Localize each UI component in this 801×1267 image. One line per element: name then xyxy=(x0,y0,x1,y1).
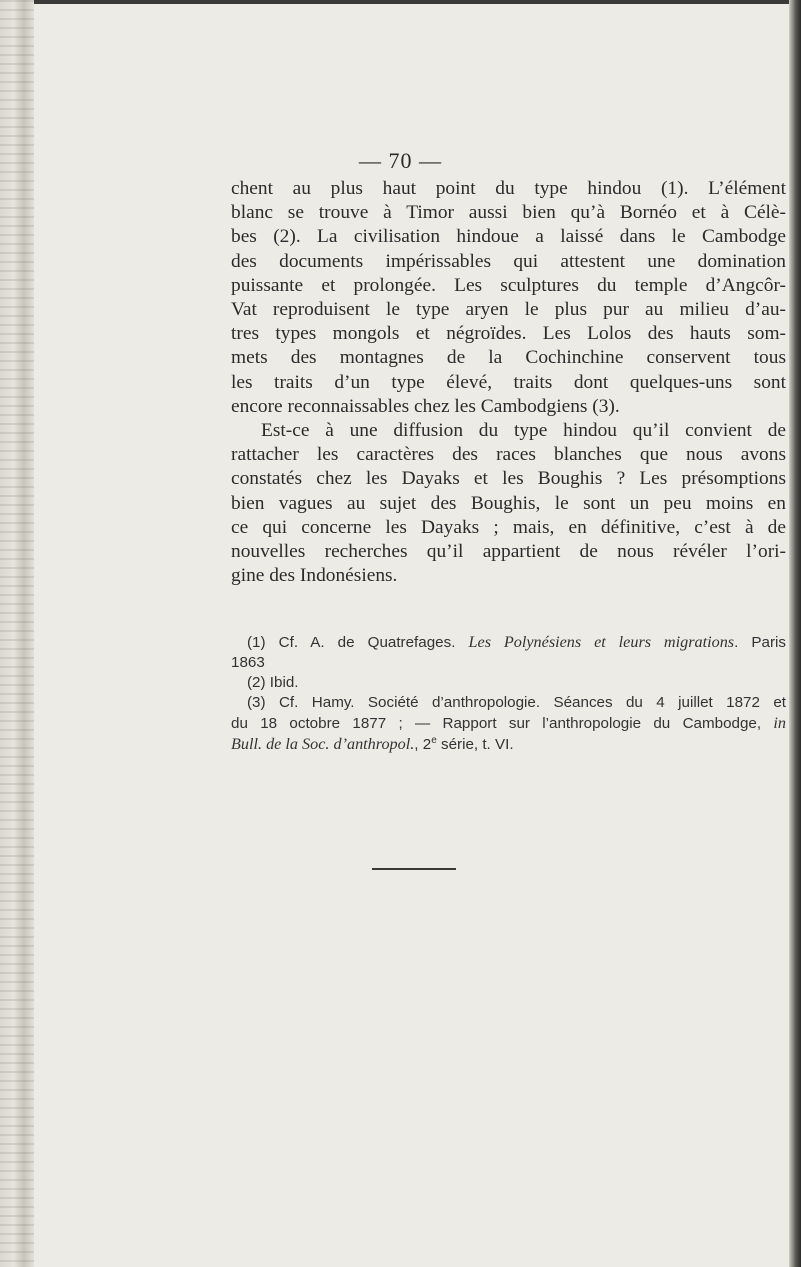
text-line: constatés chez les Dayaks et les Boughis ? Les présomptions xyxy=(231,468,786,490)
text-line: les traits d’un type élevé, traits dont quelques-uns sont xyxy=(231,371,786,393)
footnote-1-prefix: (1) Cf. A. de Quatrefages. xyxy=(247,634,469,651)
text-line: ce qui concerne les Dayaks ; mais, en définitive, c’est à de xyxy=(231,516,786,538)
text-line: Est-ce à une diffusion du type hindou qu’il convient de xyxy=(261,420,786,442)
footnote-3-line-2 xyxy=(231,713,786,734)
text-line: des documents impérissables qui attestent une domination xyxy=(231,250,786,272)
text-line: puissante et prolongée. Les sculptures du temple d’Angcôr- xyxy=(231,274,786,296)
text-line: blanc se trouve à Timor aussi bien qu’à Bornéo et à Célè- xyxy=(231,202,786,224)
text-line: Vat reproduisent le type aryen le plus pur au milieu d’au- xyxy=(231,299,786,321)
top-edge xyxy=(34,0,789,4)
text-line: nouvelles recherches qu’il appartient de nous révéler l’ori- xyxy=(231,541,786,563)
footnote-1-title: Les Polynésiens et leurs migrations xyxy=(468,633,735,651)
footnote-3-sup: e xyxy=(431,734,437,746)
text-line: mets des montagnes de la Cochinchine conservent tous xyxy=(231,347,786,369)
footnote-3-rest: série, t. VI. xyxy=(436,736,514,753)
footnote-3-in: in xyxy=(773,714,786,732)
text-line: chent au plus haut point du type hindou (1). L’élément xyxy=(231,178,786,199)
right-page-edge xyxy=(789,0,801,1267)
footnote-1-continuation: 1863 xyxy=(231,654,265,671)
text-line: bes (2). La civilisation hindoue a laissé dans le Cambodge xyxy=(231,226,786,248)
page-number: — 70 — xyxy=(359,148,442,173)
footnote-3-line-3 xyxy=(231,734,786,755)
footnote-2: (2) Ibid. xyxy=(247,674,299,691)
footnote-1-suffix: . Paris xyxy=(734,634,786,651)
main-text xyxy=(231,177,786,588)
text-line: rattacher les caractères des races blanches que nous avons xyxy=(231,444,786,466)
footnote-3-journal: Bull. de la Soc. d’anthropol. xyxy=(231,735,415,753)
end-rule xyxy=(372,868,456,870)
text-line: bien vagues au sujet des Boughis, le sont un peu moins en xyxy=(231,492,786,514)
binding-gutter xyxy=(0,0,34,1267)
text-line: tres types mongols et négroïdes. Les Lolos des hauts som- xyxy=(231,323,786,345)
footnote-3-text: du 18 octobre 1877 ; — Rapport sur l’anthropologie du Cambodge, xyxy=(231,715,774,732)
footnote-1 xyxy=(231,632,786,653)
text-line: encore reconnaissables chez les Cambodgiens (3). xyxy=(231,395,620,417)
footnote-3-sep: , 2 xyxy=(414,736,432,753)
text-line: gine des Indonésiens. xyxy=(231,565,398,587)
footnotes xyxy=(231,632,786,755)
footnote-3-line-1: (3) Cf. Hamy. Société d’anthropologie. Séances du 4 juillet 1872 et xyxy=(247,694,786,711)
